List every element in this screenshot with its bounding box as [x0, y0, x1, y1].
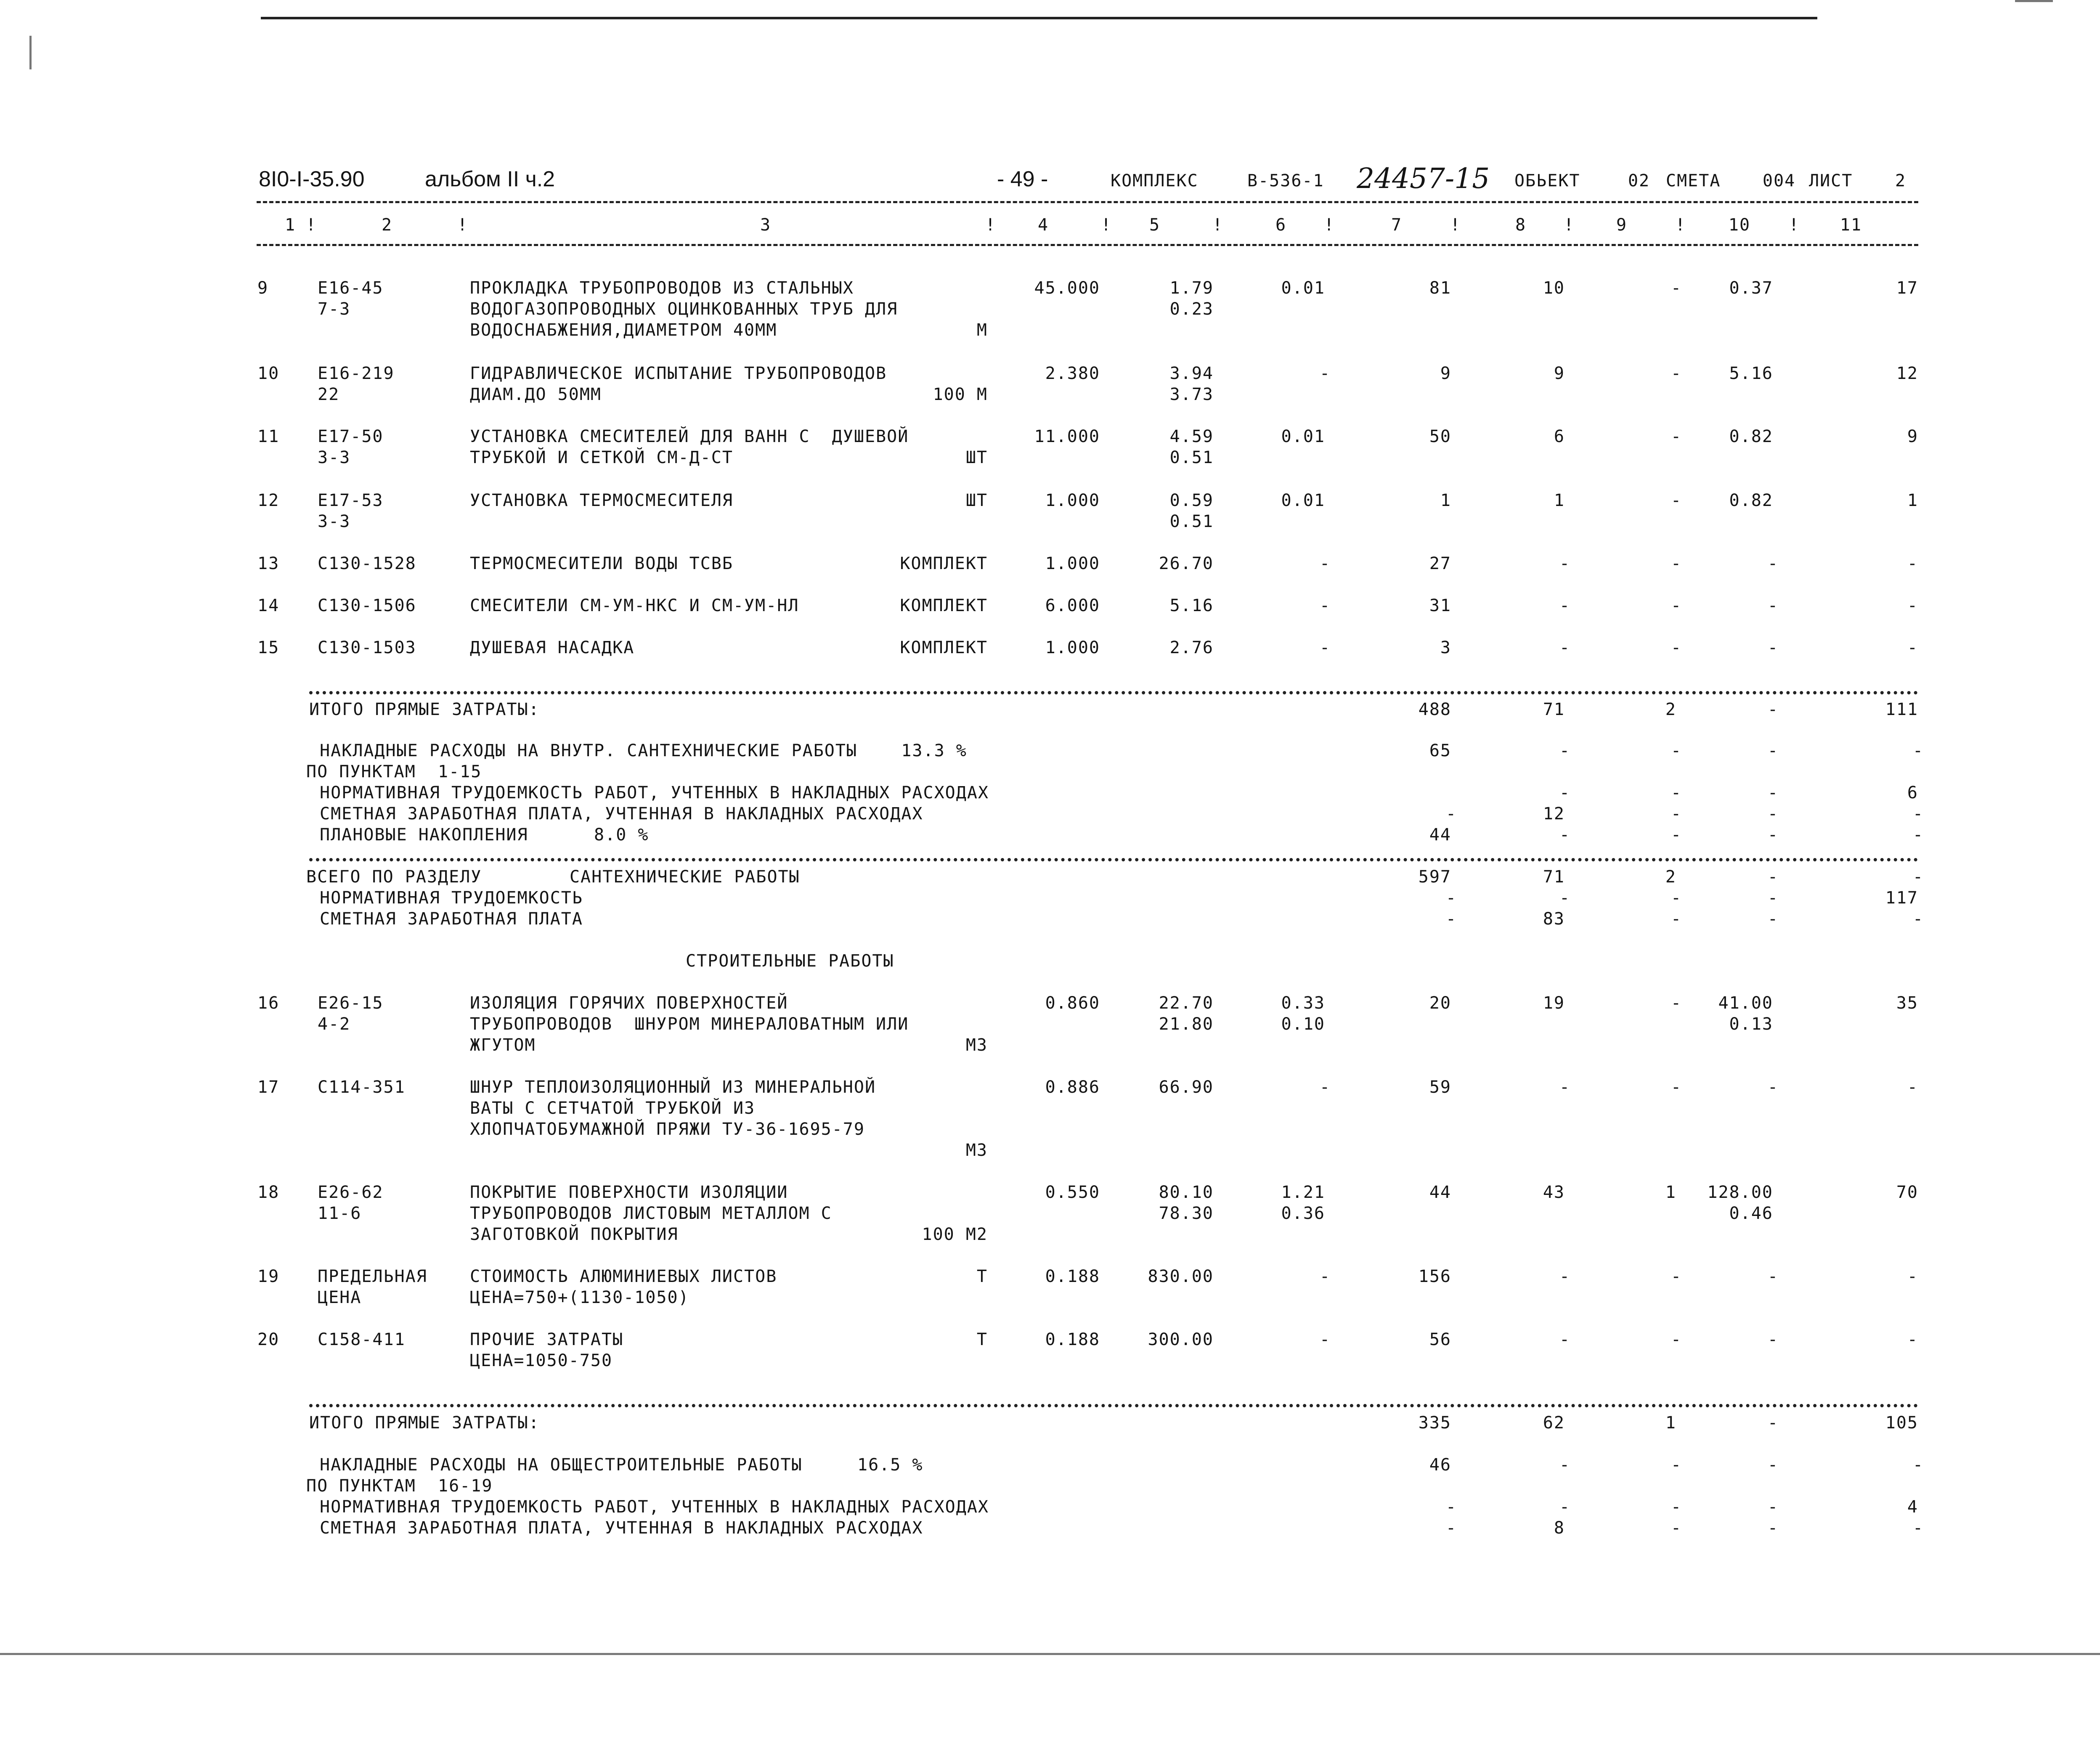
overhead-line-c8: - [1559, 825, 1571, 845]
row-unit-cost: 0.51 [1169, 512, 1214, 531]
row-quantity: 0.550 [1045, 1183, 1100, 1202]
column-number: 2 [381, 215, 393, 235]
total-direct-costs-c10: - [1767, 1413, 1779, 1433]
row-code: С130-1528 [318, 554, 416, 573]
row-code: 22 [318, 385, 340, 404]
row-total-cost: 81 [1429, 278, 1451, 298]
complex-label: КОМПЛЕКС [1111, 171, 1198, 191]
row-description: ШНУР ТЕПЛОИЗОЛЯЦИОННЫЙ ИЗ МИНЕРАЛЬНОЙ [470, 1078, 876, 1097]
overhead-line: ПЛАНОВЫЕ НАКОПЛЕНИЯ 8.0 % [320, 825, 649, 845]
section-title: СТРОИТЕЛЬНЫЕ РАБОТЫ [686, 951, 894, 971]
row-code: С130-1506 [318, 596, 416, 615]
column-number: 3 [760, 215, 772, 235]
overhead-line-c10: - [1767, 741, 1779, 760]
section-total-line-c11: 117 [1885, 888, 1918, 908]
column-number: 5 [1149, 215, 1161, 235]
row-labour-total: 17 [1896, 278, 1918, 298]
row-unit: КОМПЛЕКТ [900, 554, 988, 573]
row-machine-wages: - [1670, 278, 1682, 298]
column-separator: ! [985, 215, 997, 235]
row-unit-cost: 1.79 [1169, 278, 1214, 298]
row-quantity: 0.188 [1045, 1267, 1100, 1286]
row-labour-unit: - [1767, 1267, 1779, 1286]
row-unit-cost: 80.10 [1159, 1183, 1214, 1202]
sheet-label: ЛИСТ [1809, 171, 1853, 191]
row-wages: 10 [1543, 278, 1565, 298]
estimate-label: СМЕТА [1666, 171, 1721, 191]
section-total-line-c9: - [1670, 909, 1682, 929]
row-unit: КОМПЛЕКТ [900, 638, 988, 657]
overhead-line-c7: - [1445, 1518, 1457, 1538]
overhead-line-c9: - [1670, 783, 1682, 802]
row-quantity: 1.000 [1045, 638, 1100, 657]
row-machine-cost: 0.01 [1281, 491, 1325, 510]
overhead-line-c7: 44 [1429, 825, 1451, 845]
overhead-line-c11: 4 [1907, 1497, 1918, 1517]
row-number: 17 [257, 1078, 280, 1097]
section-total-line-c10: - [1767, 909, 1779, 929]
row-unit: КОМПЛЕКТ [900, 596, 988, 615]
row-labour-total: 9 [1907, 427, 1918, 446]
row-labour-total: - [1907, 554, 1918, 573]
scan-mark [2015, 0, 2053, 2]
row-labour-unit: 5.16 [1729, 364, 1773, 383]
overhead-line: НОРМАТИВНАЯ ТРУДОЕМКОСТЬ РАБОТ, УЧТЕННЫХ В НАКЛАДНЫХ РАСХОДАХ [320, 1497, 989, 1517]
row-number: 12 [257, 491, 280, 510]
row-description: ТРУБОПРОВОДОВ ШНУРОМ МИНЕРАЛОВАТНЫМ ИЛИ [470, 1014, 909, 1034]
row-machine-wages: - [1670, 364, 1682, 383]
row-unit: Т [976, 1267, 988, 1286]
section-total-line-c8: 71 [1543, 867, 1565, 887]
row-machine-cost: - [1319, 596, 1331, 615]
row-unit-cost: 2.76 [1169, 638, 1214, 657]
row-total-cost: 44 [1429, 1183, 1451, 1202]
row-machine-wages: - [1670, 638, 1682, 657]
row-total-cost: 3 [1440, 638, 1451, 657]
row-unit: ШТ [965, 491, 988, 510]
row-unit-cost: 78.30 [1159, 1204, 1214, 1223]
row-number: 11 [257, 427, 280, 446]
estimate-number: 004 [1763, 171, 1796, 191]
row-code: ПРЕДЕЛЬНАЯ [318, 1267, 427, 1286]
row-total-cost: 50 [1429, 427, 1451, 446]
row-machine-cost: 0.10 [1281, 1014, 1325, 1034]
row-labour-unit: - [1767, 596, 1779, 615]
handwritten-number: 24457-15 [1357, 162, 1490, 195]
row-labour-total: - [1907, 1330, 1918, 1349]
section-total-line-c7: - [1445, 909, 1457, 929]
row-description: ТРУБКОЙ И СЕТКОЙ СМ-Д-СТ [470, 448, 733, 467]
sheet-number: 2 [1895, 171, 1906, 191]
row-quantity: 45.000 [1034, 278, 1100, 298]
row-machine-cost: 1.21 [1281, 1183, 1325, 1202]
overhead-line-c8: 12 [1543, 804, 1565, 824]
section-total-line-c7: - [1445, 888, 1457, 908]
row-code: ЦЕНА [318, 1288, 362, 1307]
row-unit: М3 [965, 1036, 988, 1055]
section-total-line-c10: - [1767, 867, 1779, 887]
overhead-line: ПО ПУНКТАМ 16-19 [306, 1476, 493, 1496]
row-description: ИЗОЛЯЦИЯ ГОРЯЧИХ ПОВЕРХНОСТЕЙ [470, 993, 788, 1013]
total-direct-costs: ИТОГО ПРЯМЫЕ ЗАТРАТЫ: [309, 1413, 540, 1433]
row-wages: 43 [1543, 1183, 1565, 1202]
column-separator: ! [1450, 215, 1461, 235]
row-description: ПРОКЛАДКА ТРУБОПРОВОДОВ ИЗ СТАЛЬНЫХ [470, 278, 854, 298]
row-number: 14 [257, 596, 280, 615]
dotted-separator [309, 1404, 1918, 1407]
row-labour-unit: 0.46 [1729, 1204, 1773, 1223]
row-wages: - [1559, 1078, 1571, 1097]
section-total-line: ВСЕГО ПО РАЗДЕЛУ САНТЕХНИЧЕСКИЕ РАБОТЫ [306, 867, 800, 887]
row-unit-cost: 21.80 [1159, 1014, 1214, 1034]
row-machine-wages: - [1670, 1078, 1682, 1097]
section-total-line-c8: - [1559, 888, 1571, 908]
row-unit-cost: 3.94 [1169, 364, 1214, 383]
row-machine-wages: - [1670, 993, 1682, 1013]
row-total-cost: 20 [1429, 993, 1451, 1013]
column-separator: ! [1675, 215, 1686, 235]
section-total-line-c10: - [1767, 888, 1779, 908]
section-total-line-c8: 83 [1543, 909, 1565, 929]
row-unit-cost: 0.59 [1169, 491, 1214, 510]
overhead-line: НАКЛАДНЫЕ РАСХОДЫ НА ОБЩЕСТРОИТЕЛЬНЫЕ РАБОТЫ 16.5 % [320, 1455, 923, 1475]
row-quantity: 0.188 [1045, 1330, 1100, 1349]
scan-mark [29, 36, 32, 69]
overhead-line-c11: - [1912, 741, 1924, 760]
row-labour-unit: 0.13 [1729, 1014, 1773, 1034]
column-number: 6 [1275, 215, 1287, 235]
row-code: С114-351 [318, 1078, 406, 1097]
column-number: 9 [1616, 215, 1628, 235]
row-description: УСТАНОВКА ТЕРМОСМЕСИТЕЛЯ [470, 491, 733, 510]
row-labour-unit: - [1767, 554, 1779, 573]
row-wages: - [1559, 638, 1571, 657]
row-labour-total: 12 [1896, 364, 1918, 383]
row-description: ЖГУТОМ [470, 1036, 536, 1055]
row-unit-cost: 5.16 [1169, 596, 1214, 615]
row-number: 10 [257, 364, 280, 383]
row-total-cost: 9 [1440, 364, 1451, 383]
row-labour-total: 1 [1907, 491, 1918, 510]
overhead-line-c8: - [1559, 783, 1571, 802]
row-labour-unit: 41.00 [1718, 993, 1773, 1013]
row-machine-cost: - [1319, 1330, 1331, 1349]
row-code: С158-411 [318, 1330, 406, 1349]
section-total-line-c7: 597 [1418, 867, 1451, 887]
total-direct-costs-c8: 62 [1543, 1413, 1565, 1433]
column-number: 8 [1515, 215, 1527, 235]
row-description: ЦЕНА=750+(1130-1050) [470, 1288, 689, 1307]
row-machine-cost: - [1319, 1267, 1331, 1286]
overhead-line-c9: - [1670, 1518, 1682, 1538]
row-machine-cost: - [1319, 1078, 1331, 1097]
row-description: ТЕРМОСМЕСИТЕЛИ ВОДЫ ТСВБ [470, 554, 733, 573]
header-rule [257, 201, 1918, 203]
column-separator: ! [305, 215, 317, 235]
row-machine-cost: - [1319, 554, 1331, 573]
section-total-line: НОРМАТИВНАЯ ТРУДОЕМКОСТЬ [320, 888, 583, 908]
column-separator: ! [1788, 215, 1800, 235]
row-labour-unit: 0.82 [1729, 491, 1773, 510]
row-machine-wages: - [1670, 596, 1682, 615]
row-machine-cost: 0.33 [1281, 993, 1325, 1013]
overhead-line-c9: - [1670, 1455, 1682, 1475]
row-labour-unit: 128.00 [1707, 1183, 1773, 1202]
row-code: 7-3 [318, 299, 351, 319]
row-labour-total: - [1907, 1078, 1918, 1097]
dotted-separator [309, 691, 1918, 694]
row-quantity: 0.860 [1045, 993, 1100, 1013]
row-code: Е16-219 [318, 364, 395, 383]
row-unit-cost: 66.90 [1159, 1078, 1214, 1097]
overhead-line-c9: - [1670, 741, 1682, 760]
complex-code: В-536-1 [1247, 171, 1324, 191]
total-direct-costs-c10: - [1767, 700, 1779, 719]
row-description: СМЕСИТЕЛИ СМ-УМ-НКС И СМ-УМ-НЛ [470, 596, 799, 615]
row-description: ХЛОПЧАТОБУМАЖНОЙ ПРЯЖИ ТУ-36-1695-79 [470, 1120, 865, 1139]
overhead-line-c11: - [1912, 825, 1924, 845]
total-direct-costs-c8: 71 [1543, 700, 1565, 719]
total-direct-costs-c7: 488 [1418, 700, 1451, 719]
row-machine-cost: 0.36 [1281, 1204, 1325, 1223]
bottom-border-line [0, 1653, 2100, 1655]
object-number: 02 [1628, 171, 1650, 191]
row-wages: 19 [1543, 993, 1565, 1013]
row-unit: 100 М [933, 385, 988, 404]
row-quantity: 6.000 [1045, 596, 1100, 615]
row-code: 11-6 [318, 1204, 362, 1223]
overhead-line-c10: - [1767, 804, 1779, 824]
row-total-cost: 59 [1429, 1078, 1451, 1097]
row-description: ЗАГОТОВКОЙ ПОКРЫТИЯ [470, 1225, 679, 1244]
column-separator: ! [1100, 215, 1112, 235]
row-total-cost: 31 [1429, 596, 1451, 615]
overhead-line-c7: - [1445, 804, 1457, 824]
overhead-line: СМЕТНАЯ ЗАРАБОТНАЯ ПЛАТА, УЧТЕННАЯ В НАКЛАДНЫХ РАСХОДАХ [320, 804, 923, 824]
row-total-cost: 1 [1440, 491, 1451, 510]
row-unit: Т [976, 1330, 988, 1349]
overhead-line-c8: - [1559, 1497, 1571, 1517]
row-code: С130-1503 [318, 638, 416, 657]
row-machine-wages: 1 [1665, 1183, 1676, 1202]
row-code: Е17-53 [318, 491, 384, 510]
row-description: СТОИМОСТЬ АЛЮМИНИЕВЫХ ЛИСТОВ [470, 1267, 777, 1286]
total-direct-costs-c9: 1 [1665, 1413, 1676, 1433]
row-quantity: 2.380 [1045, 364, 1100, 383]
overhead-line-c10: - [1767, 1497, 1779, 1517]
row-labour-total: - [1907, 638, 1918, 657]
dotted-separator [309, 858, 1918, 861]
section-total-line-c9: 2 [1665, 867, 1676, 887]
row-labour-unit: - [1767, 638, 1779, 657]
row-code: Е17-50 [318, 427, 384, 446]
total-direct-costs-c7: 335 [1418, 1413, 1451, 1433]
row-labour-unit: - [1767, 1078, 1779, 1097]
column-number: 1 [284, 215, 296, 235]
row-labour-unit: 0.82 [1729, 427, 1773, 446]
row-description: ТРУБОПРОВОДОВ ЛИСТОВЫМ МЕТАЛЛОМ С [470, 1204, 832, 1223]
row-machine-cost: 0.01 [1281, 427, 1325, 446]
row-code: Е26-62 [318, 1183, 384, 1202]
row-number: 13 [257, 554, 280, 573]
row-labour-total: - [1907, 596, 1918, 615]
row-wages: 6 [1554, 427, 1565, 446]
row-number: 9 [257, 278, 269, 298]
row-description: ЦЕНА=1050-750 [470, 1351, 613, 1370]
total-direct-costs: ИТОГО ПРЯМЫЕ ЗАТРАТЫ: [309, 700, 540, 719]
row-wages: - [1559, 1330, 1571, 1349]
overhead-line-c11: - [1912, 1518, 1924, 1538]
row-machine-cost: - [1319, 364, 1331, 383]
row-wages: - [1559, 554, 1571, 573]
row-code: 3-3 [318, 448, 351, 467]
row-machine-wages: - [1670, 554, 1682, 573]
page-number: - 49 - [997, 167, 1048, 191]
row-description: ВОДОСНАБЖЕНИЯ,ДИАМЕТРОМ 40ММ [470, 320, 777, 340]
row-number: 19 [257, 1267, 280, 1286]
column-number: 11 [1840, 215, 1862, 235]
row-total-cost: 156 [1418, 1267, 1451, 1286]
row-number: 20 [257, 1330, 280, 1349]
row-machine-cost: - [1319, 638, 1331, 657]
overhead-line-c11: - [1912, 804, 1924, 824]
overhead-line-c10: - [1767, 783, 1779, 802]
row-quantity: 1.000 [1045, 554, 1100, 573]
overhead-line: ПО ПУНКТАМ 1-15 [306, 762, 482, 781]
row-labour-unit: 0.37 [1729, 278, 1773, 298]
overhead-line-c11: - [1912, 1455, 1924, 1475]
column-separator: ! [457, 215, 469, 235]
row-quantity: 1.000 [1045, 491, 1100, 510]
section-total-line-c9: - [1670, 888, 1682, 908]
doc-code: 8I0-I-35.90 [259, 167, 365, 191]
column-number: 10 [1728, 215, 1751, 235]
column-separator: ! [1563, 215, 1575, 235]
row-quantity: 0.886 [1045, 1078, 1100, 1097]
overhead-line-c9: - [1670, 804, 1682, 824]
row-number: 16 [257, 993, 280, 1013]
row-quantity: 11.000 [1034, 427, 1100, 446]
overhead-line: НАКЛАДНЫЕ РАСХОДЫ НА ВНУТР. САНТЕХНИЧЕСКИЕ РАБОТЫ 13.3 % [320, 741, 967, 760]
row-unit-cost: 4.59 [1169, 427, 1214, 446]
row-unit: ШТ [965, 448, 988, 467]
row-total-cost: 27 [1429, 554, 1451, 573]
total-direct-costs-c11: 111 [1885, 700, 1918, 719]
row-description: ДИАМ.ДО 50ММ [470, 385, 602, 404]
overhead-line-c9: - [1670, 825, 1682, 845]
row-code: Е16-45 [318, 278, 384, 298]
total-direct-costs-c9: 2 [1665, 700, 1676, 719]
row-unit-cost: 3.73 [1169, 385, 1214, 404]
overhead-line-c11: 6 [1907, 783, 1918, 802]
overhead-line-c8: - [1559, 741, 1571, 760]
row-number: 15 [257, 638, 280, 657]
overhead-line-c10: - [1767, 1518, 1779, 1538]
row-description: ГИДРАВЛИЧЕСКОЕ ИСПЫТАНИЕ ТРУБОПРОВОДОВ [470, 364, 887, 383]
row-description: УСТАНОВКА СМЕСИТЕЛЕЙ ДЛЯ ВАНН С ДУШЕВОЙ [470, 427, 909, 446]
section-total-line-c11: - [1912, 909, 1924, 929]
column-separator: ! [1212, 215, 1224, 235]
row-wages: 9 [1554, 364, 1565, 383]
row-number: 18 [257, 1183, 280, 1202]
row-labour-total: 70 [1896, 1183, 1918, 1202]
section-total-line: СМЕТНАЯ ЗАРАБОТНАЯ ПЛАТА [320, 909, 583, 929]
row-code: 3-3 [318, 512, 351, 531]
total-direct-costs-c11: 105 [1885, 1413, 1918, 1433]
column-number: 7 [1391, 215, 1403, 235]
overhead-line-c8: 8 [1554, 1518, 1565, 1538]
row-unit: М [976, 320, 988, 340]
row-unit-cost: 830.00 [1148, 1267, 1214, 1286]
row-machine-wages: - [1670, 1267, 1682, 1286]
row-unit-cost: 26.70 [1159, 554, 1214, 573]
row-wages: - [1559, 596, 1571, 615]
row-wages: - [1559, 1267, 1571, 1286]
row-labour-total: - [1907, 1267, 1918, 1286]
row-total-cost: 56 [1429, 1330, 1451, 1349]
top-border-line [261, 17, 1817, 19]
overhead-line-c7: 46 [1429, 1455, 1451, 1475]
section-total-line-c11: - [1912, 867, 1924, 887]
row-description: ПРОЧИЕ ЗАТРАТЫ [470, 1330, 624, 1349]
row-machine-wages: - [1670, 491, 1682, 510]
row-labour-unit: - [1767, 1330, 1779, 1349]
row-unit: М3 [965, 1141, 988, 1160]
overhead-line: НОРМАТИВНАЯ ТРУДОЕМКОСТЬ РАБОТ, УЧТЕННЫХ В НАКЛАДНЫХ РАСХОДАХ [320, 783, 989, 802]
row-machine-cost: 0.01 [1281, 278, 1325, 298]
row-code: 4-2 [318, 1014, 351, 1034]
column-number: 4 [1037, 215, 1049, 235]
album-label: альбом II ч.2 [425, 167, 555, 191]
row-description: ДУШЕВАЯ НАСАДКА [470, 638, 635, 657]
overhead-line-c7: 65 [1429, 741, 1451, 760]
row-machine-wages: - [1670, 1330, 1682, 1349]
row-unit-cost: 22.70 [1159, 993, 1214, 1013]
object-label: ОБЬЕКТ [1514, 171, 1580, 191]
row-unit: 100 М2 [922, 1225, 988, 1244]
row-description: ВАТЫ С СЕТЧАТОЙ ТРУБКОЙ ИЗ [470, 1099, 756, 1118]
column-numbers-rule [257, 244, 1918, 246]
row-machine-wages: - [1670, 427, 1682, 446]
row-description: ВОДОГАЗОПРОВОДНЫХ ОЦИНКОВАННЫХ ТРУБ ДЛЯ [470, 299, 898, 319]
row-unit-cost: 0.51 [1169, 448, 1214, 467]
overhead-line-c8: - [1559, 1455, 1571, 1475]
overhead-line-c10: - [1767, 1455, 1779, 1475]
row-unit-cost: 300.00 [1148, 1330, 1214, 1349]
overhead-line-c9: - [1670, 1497, 1682, 1517]
row-labour-total: 35 [1896, 993, 1918, 1013]
overhead-line-c7: - [1445, 1497, 1457, 1517]
overhead-line: СМЕТНАЯ ЗАРАБОТНАЯ ПЛАТА, УЧТЕННАЯ В НАКЛАДНЫХ РАСХОДАХ [320, 1518, 923, 1538]
row-description: ПОКРЫТИЕ ПОВЕРХНОСТИ ИЗОЛЯЦИИ [470, 1183, 788, 1202]
row-code: Е26-15 [318, 993, 384, 1013]
overhead-line-c10: - [1767, 825, 1779, 845]
column-separator: ! [1323, 215, 1335, 235]
row-unit-cost: 0.23 [1169, 299, 1214, 319]
row-wages: 1 [1554, 491, 1565, 510]
